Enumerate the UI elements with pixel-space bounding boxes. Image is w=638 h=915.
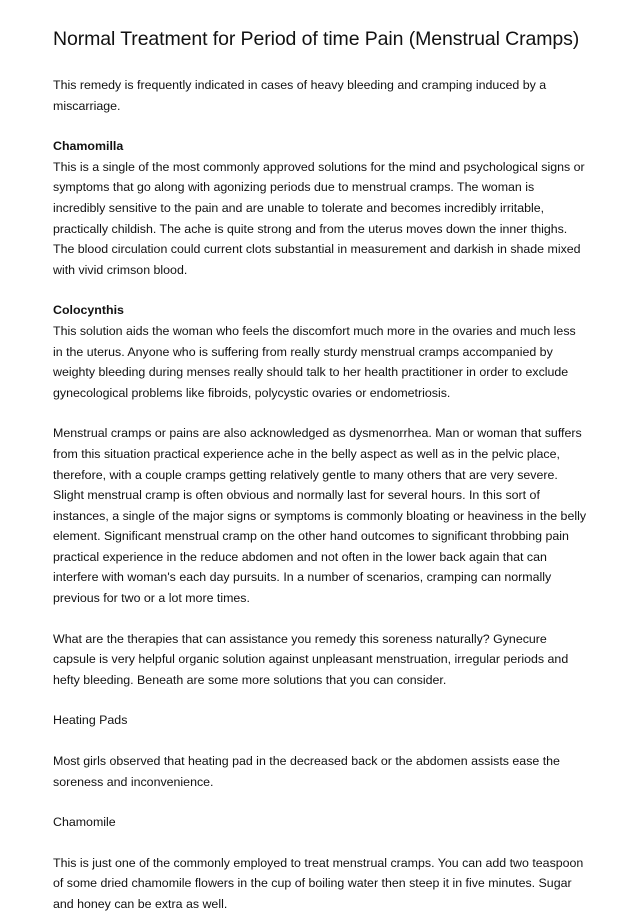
chamomile-heading: Chamomile <box>53 815 116 830</box>
colocynthis-paragraph: This solution aids the woman who feels the discomfort much more in the ovaries and much less in the uterus. Anyone who is suffering from really sturdy menstrual cramps accompanied by weighty bleeding during menses really should talk to her health practitioner in order to exclude gynecological problems like fibroids, polycystic ovaries or endometriosis. <box>53 323 576 400</box>
chamomilla-paragraph: This is a single of the most commonly approved solutions for the mind and psychological signs or symptoms that go along with agonizing periods due to menstrual cramps. The woman is incredibly sensitive to the pain and are unable to tolerate and becomes incredibly irritable, practically childish. The ache is quite strong and from the uterus moves down the inner thighs. The blood circulation could current clots substantial in measurement and darkish in shade mixed with vivid crimson blood. <box>53 159 585 277</box>
therapies-paragraph: What are the therapies that can assistance you remedy this soreness naturally? Gynecure capsule is very helpful organic solution against unpleasant menstruation, irregular periods and hefty bleeding. Beneath are some more solutions that you can consider. <box>53 631 569 687</box>
page-title: Normal Treatment for Period of time Pain (Menstrual Cramps) <box>53 28 580 50</box>
intro-paragraph: This remedy is frequently indicated in cases of heavy bleeding and cramping induced by a miscarriage. <box>53 78 547 113</box>
dysmenorrhea-paragraph: Menstrual cramps or pains are also acknowledged as dysmenorrhea. Man or woman that suffers from this situation practical experience ache in the belly aspect as well as in the pelvic place, therefore, with a couple cramps getting relatively gentle to many others that are very severe. Slight menstrual cramp is often obvious and normally last for several hours. In this sort of instances, a single of the major signs or symptoms is commonly bloating or heaviness in the belly element. Significant menstrual cramp on the other hand outcomes to significant throbbing pain practical experience in the reduce abdomen and not often in the lower back again that can interfere with woman's each day pursuits. In a number of scenarios, cramping can normally previous for two or a lot more times. <box>53 426 587 606</box>
heating-pads-paragraph: Most girls observed that heating pad in the decreased back or the abdomen assists ease the soreness and inconvenience. <box>53 754 560 789</box>
chamomilla-heading: Chamomilla <box>53 139 124 154</box>
colocynthis-section <box>53 300 588 403</box>
heating-pads-heading: Heating Pads <box>53 713 128 728</box>
chamomilla-section <box>53 136 588 280</box>
colocynthis-heading: Colocynthis <box>53 303 124 318</box>
chamomile-paragraph: This is just one of the commonly employed to treat menstrual cramps. You can add two teaspoon of some dried chamomile flowers in the cup of boiling water then steep it in five minutes. Sugar and honey can be extra as well. <box>53 855 584 911</box>
